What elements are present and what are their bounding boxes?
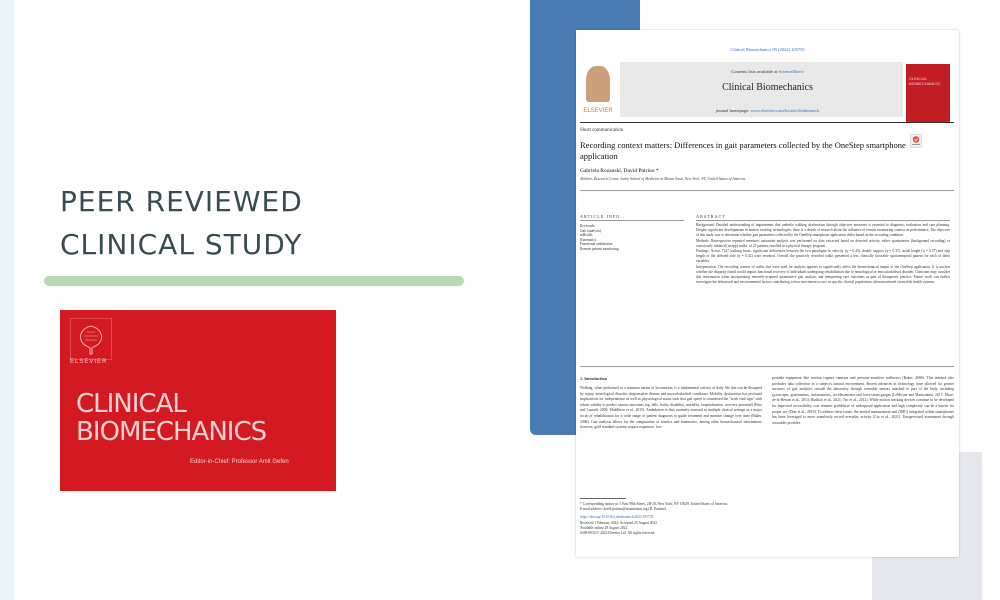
keyword-item: Functional ambulation [580, 242, 613, 247]
abstract-background: Background: Detailed understanding of impairments that underlie walking dysfunction through objective measures is essential to diagnosis, evaluation and care planning. Despite significant developments in motion tracking technologies, there is a dearth of research about the influence of remote monitoring context on performance. The objective of this study was to determine whether gait parameters collected by the OneStep smartphone application differ based on the recording condition. [696, 223, 950, 238]
cover-editor: Editor-in-Chief: Professor Amit Gefen [190, 459, 289, 465]
thumbnail-title: CLINICAL BIOMECHANICS [909, 76, 940, 86]
article-info-heading: ARTICLE INFO [580, 214, 621, 219]
journal-cover-image [60, 310, 336, 491]
keywords-label: Keywords: [580, 224, 596, 228]
article-type: Short communication [580, 128, 624, 133]
journal-cover-thumbnail [906, 64, 950, 122]
available-online-date: Available online 29 August 2022 [580, 525, 628, 530]
footnote-email: E-mail address: david.putrino@mountsinai.org (D. Putrino). [580, 507, 667, 512]
homepage-prefix: journal homepage: [715, 108, 750, 113]
sciencedirect-link[interactable]: ScienceDirect [778, 69, 804, 74]
copyright-line: 0268-0033/© 2022 Elsevier Ltd. All rights reserved. [580, 531, 656, 536]
received-dates: Received 1 February 2022; Accepted 25 August 2022 [580, 520, 657, 525]
section-heading [60, 180, 303, 266]
abstract-findings: Findings: Across 7227 walking bouts, significant differences between the two paradigms in velocity (η = 0.43), double support (η = 0.37), stride length (η = 0.37) and step length of the affected side (η = 0.32) were revealed. Overall, the passively recorded walks presented a less clinically favorable spatiotemporal pattern for each of these variables. [696, 249, 950, 264]
elsevier-wordmark: ELSEVIER [583, 108, 613, 114]
elsevier-tree-icon [586, 66, 610, 102]
heading-line-2: CLINICAL STUDY [60, 228, 303, 261]
homepage-link[interactable]: www.elsevier.com/locate/clinbiomech [750, 108, 820, 113]
introduction-column-1: Walking, when performed as a common means of locomotion, is a fundamental activity of daily life that can be disrupted by injury, neurological disorder, degenerative disease and musculoskeletal conditions. Mobility dysfunction has profound implications for independence as well as physiological status such that gait speed is considered the "sixth vital sign" with robust validity to predict various outcomes (eg. falls, frailty, disability, mortality, hospitalization, recovery potential) (Fritz and Lusardi, 2009; Middleton et al., 2015). Ambulation is thus routinely assessed in multiple clinical settings as a major focus of rehabilitation for a wide range of patient diagnoses to guide treatment and monitor change over time (Baker, 2006). Gait analysis allows for the computation of kinetics and kinematics, among other biomechanical information; however, gold standard systems require expensive, low- [580, 386, 762, 430]
introduction-heading: 1. Introduction [580, 376, 607, 381]
title-rule [580, 190, 954, 191]
cover-title-line-2: BIOMECHANICS [76, 417, 267, 447]
journal-reference: Clinical Biomechanics 99 (2022) 105755 [730, 47, 805, 52]
check-for-updates-icon[interactable] [910, 134, 922, 148]
heading-line-1: PEER REVIEWED [60, 185, 303, 218]
doi-link[interactable]: https://doi.org/10.1016/j.clinbiomech.2022.105755 [580, 515, 654, 520]
author-affiliation: Abilities Research Center, Icahn School of Medicine at Mount Sinai, New York, NY, United States of America [580, 177, 746, 181]
abstract-body [696, 223, 950, 285]
contents-line [576, 69, 959, 74]
journal-name: Clinical Biomechanics [722, 82, 813, 93]
left-accent-strip [0, 0, 14, 600]
divider-bar [44, 276, 464, 286]
keyword-item: mHealth [580, 233, 593, 238]
abstract-interpretation: Interpretation: The recording context of walks that were used for analysis appears to significantly affect the biomechanical output of the OneStep application. It is unclear whether the disparity found would impact functional recovery of individuals undergoing rehabilitation due to neurological or musculoskeletal disorder. Clinicians may consider this information when incorporating remotely-acquired quantitative gait analysis and interpreting care outcomes as part of therapeutic practice. Future work can further investigate the behavioral and environmental factors contributing to how movement occurs in specific clinical populations when monitored via mobile health systems. [696, 264, 950, 285]
keyword-item: Remote patient monitoring [580, 246, 619, 251]
article-authors: Gabriela Rozanski, David Putrino * [580, 168, 659, 174]
article-title: Recording context matters: Differences in gait parameters collected by the OneStep smartphone application [580, 140, 906, 161]
abstract-heading: ABSTRACT [696, 214, 726, 219]
article-first-page [576, 30, 959, 557]
contents-prefix: Contents lists available at [731, 69, 778, 74]
elsevier-tree-logo-icon [70, 318, 112, 360]
cover-publisher: ELSEVIER [70, 359, 108, 365]
footnote-corresponding-author: * Corresponding author at: 5 East 98th Street, 2B-18, New York, NY 10029, United States of America. [580, 502, 728, 506]
cover-title-line-1: CLINICAL [76, 389, 186, 419]
keyword-item: Kinematics [580, 237, 597, 242]
footnote-rule [580, 498, 626, 499]
abstract-methods: Methods: Retrospective repeated measures univariate analysis was performed on data extracted based on detected activity, either spontaneous (background recording) or consciously initiated (in app) walks, of 25 patients enrolled in a physical therapy program. [696, 238, 950, 248]
abstract-rule [696, 220, 950, 221]
homepage-line [576, 108, 959, 113]
article-info-rule [580, 220, 684, 221]
keywords-list [580, 224, 684, 252]
abstract-bottom-rule [580, 366, 954, 367]
header-rule [580, 122, 954, 123]
elsevier-logo [580, 62, 616, 117]
keyword-item: Gait (analysis) [580, 228, 602, 233]
introduction-column-2: portable equipment like motion capture cameras and pressure-sensitive walkways (Baker, 2006). This method also precludes data collection in a subject's natural environment. Recent advances in technology have allowed for greater accuracy of gait analytics outside the laboratory through wearable sensors attached to part of the body, including gyroscopes, goniometers, inclinometers, accelerometers and force/strain gauges (LeMoyne and Mastroianni, 2017; Muro-de-la-Herran et al., 2014; Rudisch et al., 2021; Tao et al., 2012). While motion tracking devices continue to be developed for improved accessibility, cost remains prohibitive of widespread application and high complexity can be a barrier for proper use (Diaz et al., 2019). To address these issues, the inertial measurement unit (IMU) integrated within smartphones has been leveraged to more seamlessly record everyday activity (Liu et al., 2021). Unsupervised assessment through wearables provides [772, 376, 954, 425]
footnotes [580, 502, 954, 536]
